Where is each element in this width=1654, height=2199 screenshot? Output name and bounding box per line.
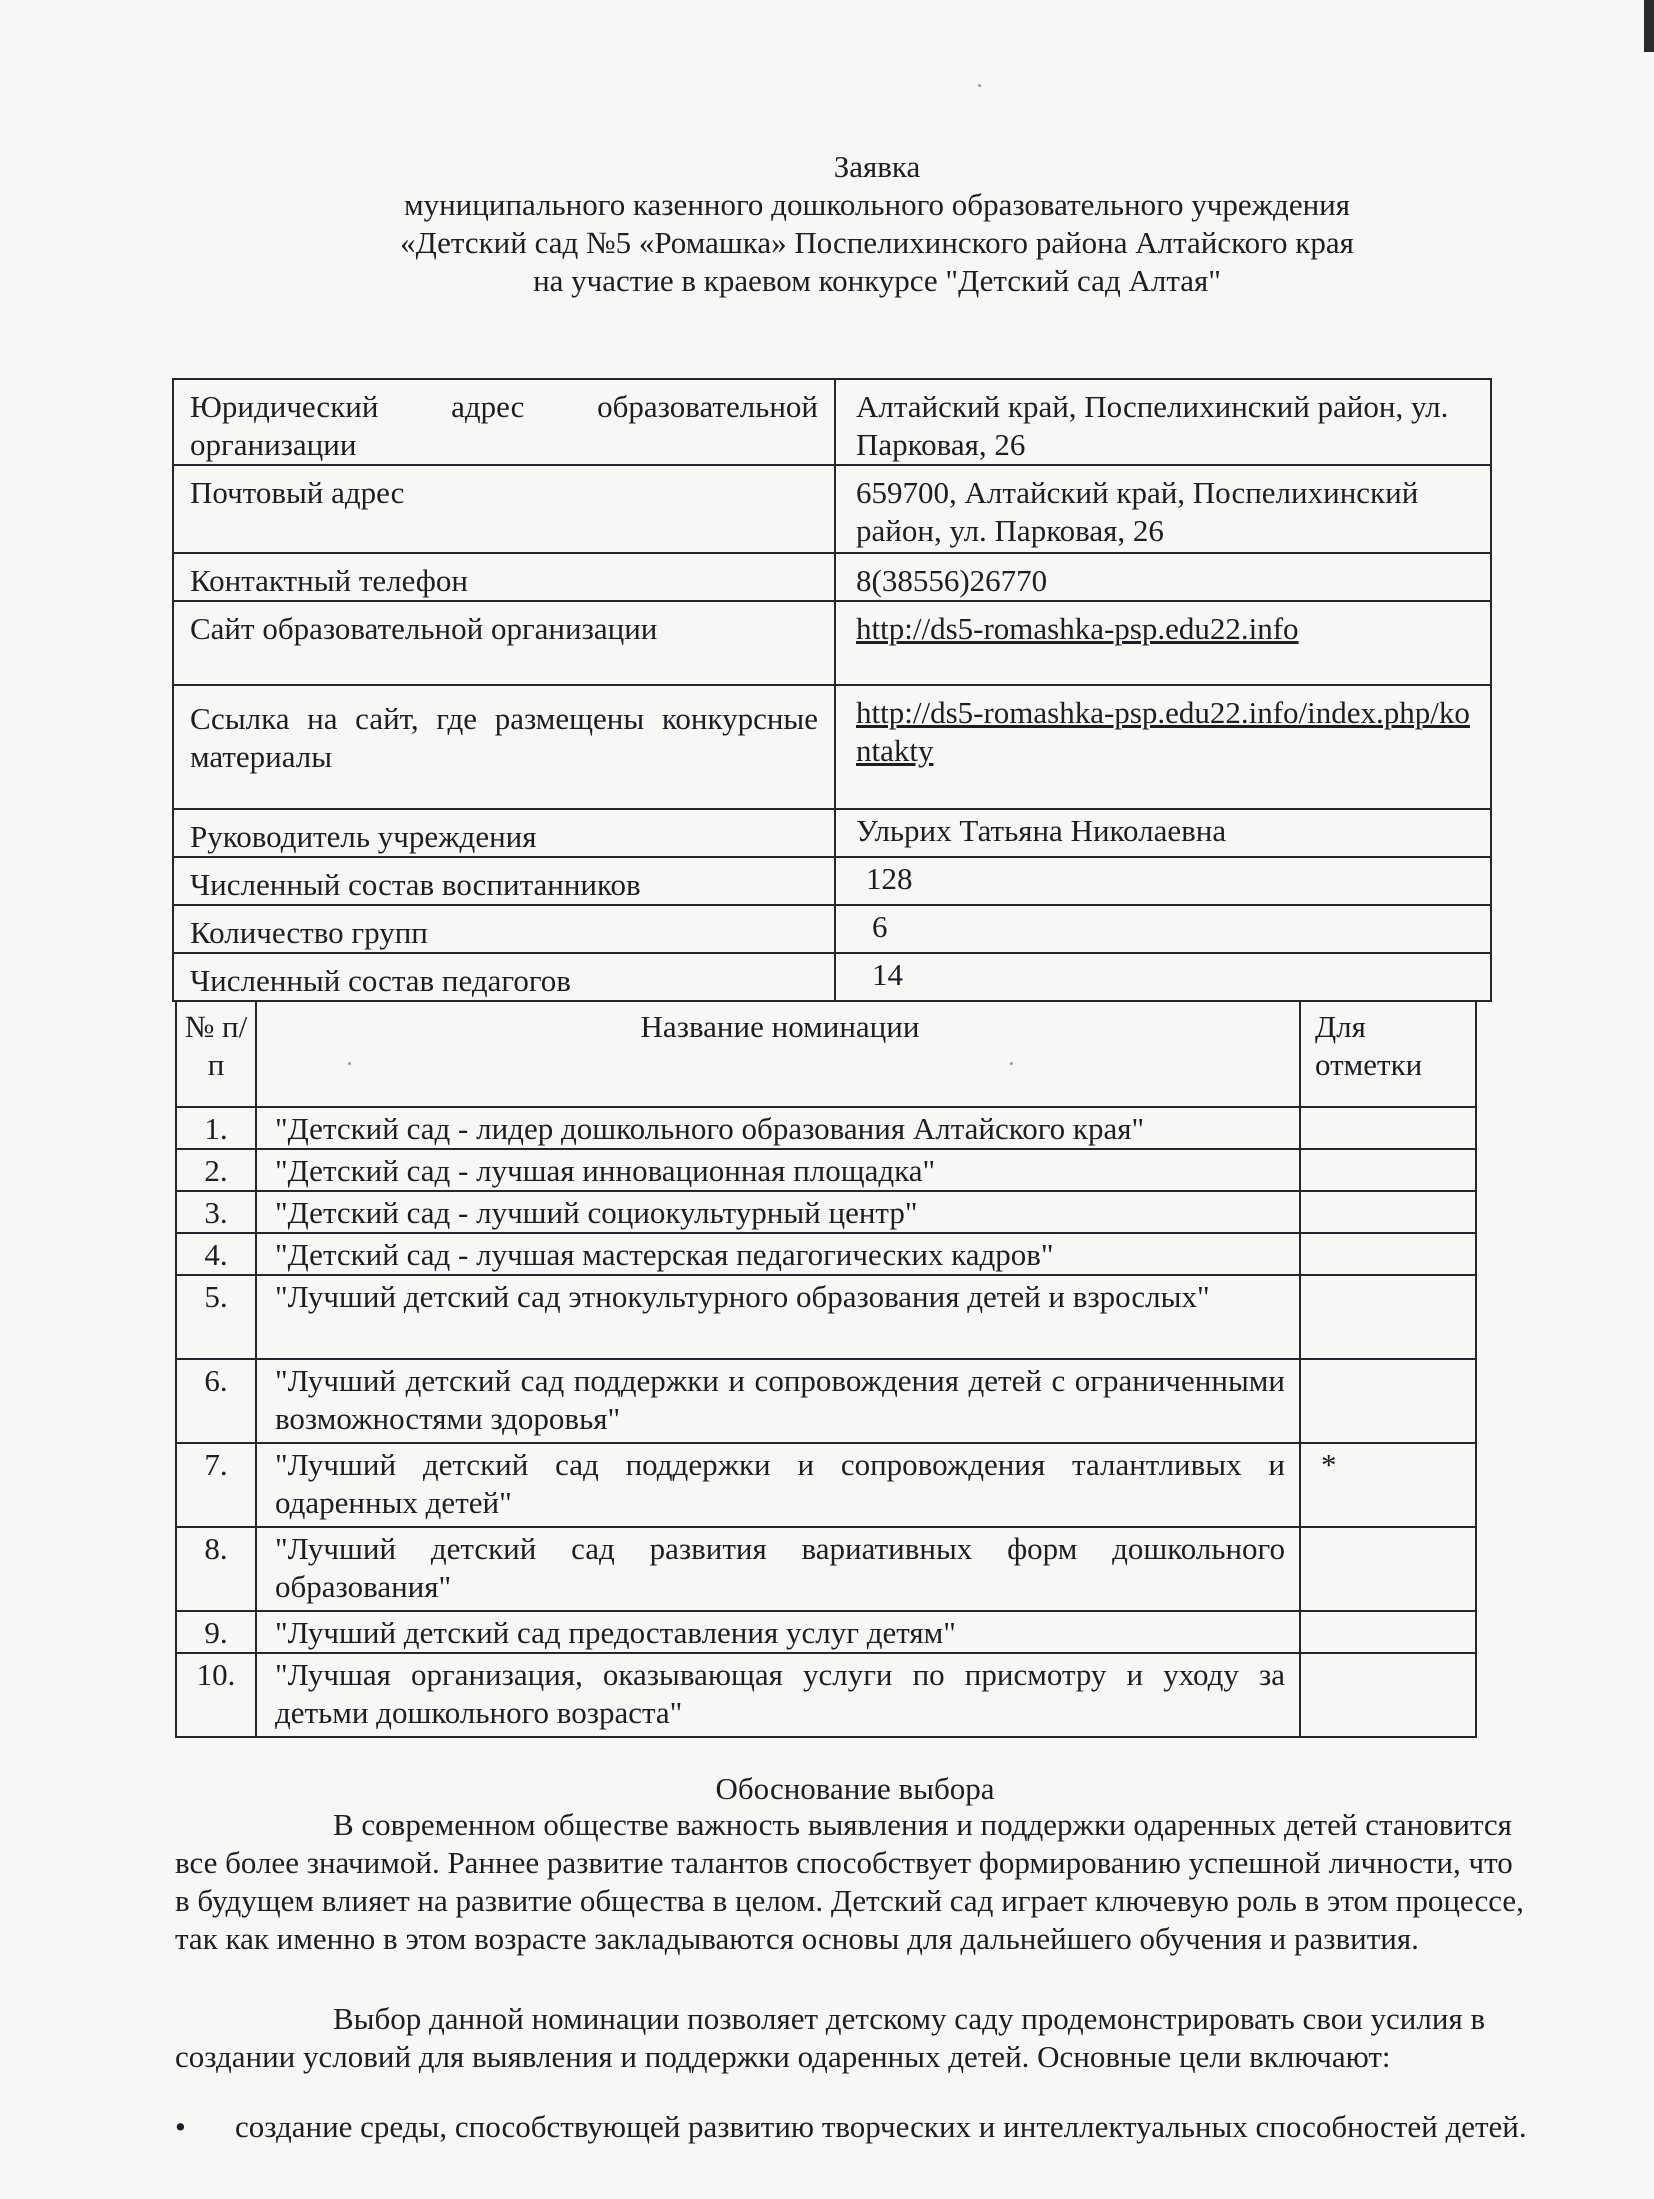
nomination-number: 5. xyxy=(176,1275,256,1359)
info-row xyxy=(173,905,1491,953)
nomination-name: "Детский сад - лидер дошкольного образования Алтайского края" xyxy=(256,1107,1300,1149)
info-label: Численный состав педагогов xyxy=(173,953,835,1001)
header-title: Заявка xyxy=(833,149,921,184)
col-header-number: № п/п xyxy=(176,1001,256,1107)
nomination-mark xyxy=(1300,1233,1476,1275)
info-value xyxy=(835,601,1491,685)
nomination-row xyxy=(176,1107,1476,1149)
nomination-row xyxy=(176,1149,1476,1191)
nomination-number: 9. xyxy=(176,1611,256,1653)
goal-list-item xyxy=(175,2108,1545,2146)
info-row xyxy=(173,553,1491,601)
info-value xyxy=(835,685,1491,809)
nomination-number: 6. xyxy=(176,1359,256,1443)
scan-speck xyxy=(978,84,981,87)
info-row xyxy=(173,685,1491,809)
nomination-mark xyxy=(1300,1191,1476,1233)
nomination-name: "Детский сад - лучшая инновационная площадка" xyxy=(256,1149,1300,1191)
info-row xyxy=(173,601,1491,685)
info-value: 6 xyxy=(835,905,1491,953)
info-row xyxy=(173,465,1491,553)
info-row xyxy=(173,809,1491,857)
header-line-2: муниципального казенного дошкольного образовательного учреждения xyxy=(403,187,1351,222)
nomination-name: "Лучший детский сад развития вариативных форм дошкольного образования" xyxy=(256,1527,1300,1611)
nomination-name: "Детский сад - лучшая мастерская педагогических кадров" xyxy=(256,1233,1300,1275)
document-header xyxy=(200,148,1554,300)
nomination-name: "Лучший детский сад поддержки и сопровождения талантливых и одаренных детей" xyxy=(256,1443,1300,1527)
info-label: Ссылка на сайт, где размещены конкурсные материалы xyxy=(173,685,835,809)
nomination-name: "Детский сад - лучший социокультурный центр" xyxy=(256,1191,1300,1233)
info-label: Численный состав воспитанников xyxy=(173,857,835,905)
nomination-number: 4. xyxy=(176,1233,256,1275)
nomination-number: 2. xyxy=(176,1149,256,1191)
info-label: Почтовый адрес xyxy=(173,465,835,553)
nomination-name: "Лучший детский сад поддержки и сопровождения детей с ограниченными возможностями здоровья" xyxy=(256,1359,1300,1443)
nomination-row xyxy=(176,1275,1476,1359)
nomination-mark xyxy=(1300,1653,1476,1737)
nomination-mark xyxy=(1300,1149,1476,1191)
nomination-mark: * xyxy=(1300,1443,1476,1527)
nomination-number: 10. xyxy=(176,1653,256,1737)
info-label: Контактный телефон xyxy=(173,553,835,601)
col-header-mark: Для отметки xyxy=(1300,1001,1476,1107)
nomination-name: "Лучший детский сад этнокультурного образования детей и взрослых" xyxy=(256,1275,1300,1359)
nomination-row xyxy=(176,1443,1476,1527)
header-line-3: «Детский сад №5 «Ромашка» Поспелихинского района Алтайского края xyxy=(400,225,1354,260)
info-value: Алтайский край, Поспелихинский район, ул. Парковая, 26 xyxy=(835,379,1491,465)
nomination-number: 1. xyxy=(176,1107,256,1149)
nomination-row xyxy=(176,1191,1476,1233)
info-value: 659700, Алтайский край, Поспелихинский район, ул. Парковая, 26 xyxy=(835,465,1491,553)
info-row xyxy=(173,953,1491,1001)
nomination-mark xyxy=(1300,1611,1476,1653)
scan-edge-mark xyxy=(1644,0,1654,52)
nomination-number: 3. xyxy=(176,1191,256,1233)
info-label: Количество групп xyxy=(173,905,835,953)
nomination-mark xyxy=(1300,1527,1476,1611)
col-header-name: Название номинации xyxy=(256,1001,1300,1107)
info-label: Руководитель учреждения xyxy=(173,809,835,857)
nomination-row xyxy=(176,1359,1476,1443)
info-value: 128 xyxy=(835,857,1491,905)
info-value: Ульрих Татьяна Николаевна xyxy=(835,809,1491,857)
justification-title: Обоснование выбора xyxy=(715,1771,995,1806)
nomination-number: 8. xyxy=(176,1527,256,1611)
info-value: 14 xyxy=(835,953,1491,1001)
goal-text: создание среды, способствующей развитию творческих и интеллектуальных способностей детей. xyxy=(235,2109,1527,2144)
organization-info-table xyxy=(172,378,1492,1002)
nomination-name: "Лучшая организация, оказывающая услуги по присмотру и уходу за детьми дошкольного возраста" xyxy=(256,1653,1300,1737)
nomination-row xyxy=(176,1233,1476,1275)
materials-link[interactable]: http://ds5-romashka-psp.edu22.info/index.php/kontakty xyxy=(856,695,1470,768)
bullet-icon: • xyxy=(175,2109,186,2144)
nomination-row xyxy=(176,1527,1476,1611)
nomination-row xyxy=(176,1611,1476,1653)
nomination-name: "Лучший детский сад предоставления услуг детям" xyxy=(256,1611,1300,1653)
nomination-mark xyxy=(1300,1275,1476,1359)
nominations-table xyxy=(175,1000,1477,1738)
info-value: 8(38556)26770 xyxy=(835,553,1491,601)
justification-paragraph-2: Выбор данной номинации позволяет детскому саду продемонстрировать свои усилия в создании условий для выявления и поддержки одаренных детей. Основные цели включают: xyxy=(175,2001,1486,2074)
nomination-mark xyxy=(1300,1107,1476,1149)
nominations-header-row xyxy=(176,1001,1476,1107)
info-row xyxy=(173,379,1491,465)
info-label: Юридический адрес образовательной организации xyxy=(173,379,835,465)
nomination-number: 7. xyxy=(176,1443,256,1527)
nomination-row xyxy=(176,1653,1476,1737)
info-label: Сайт образовательной организации xyxy=(173,601,835,685)
header-line-4: на участие в краевом конкурсе "Детский сад Алтая" xyxy=(533,263,1221,298)
website-link[interactable]: http://ds5-romashka-psp.edu22.info xyxy=(856,611,1299,646)
justification-paragraph-1: В современном обществе важность выявления и поддержки одаренных детей становится все более значимой. Раннее развитие талантов способствует формированию успешной личности, что в будущем влияет на развитие общества в целом. Детский сад играет ключевую роль в этом процессе, так как именно в этом возрасте закладываются основы для дальнейшего обучения и развития. xyxy=(175,1807,1524,1956)
nomination-mark xyxy=(1300,1359,1476,1443)
info-row xyxy=(173,857,1491,905)
